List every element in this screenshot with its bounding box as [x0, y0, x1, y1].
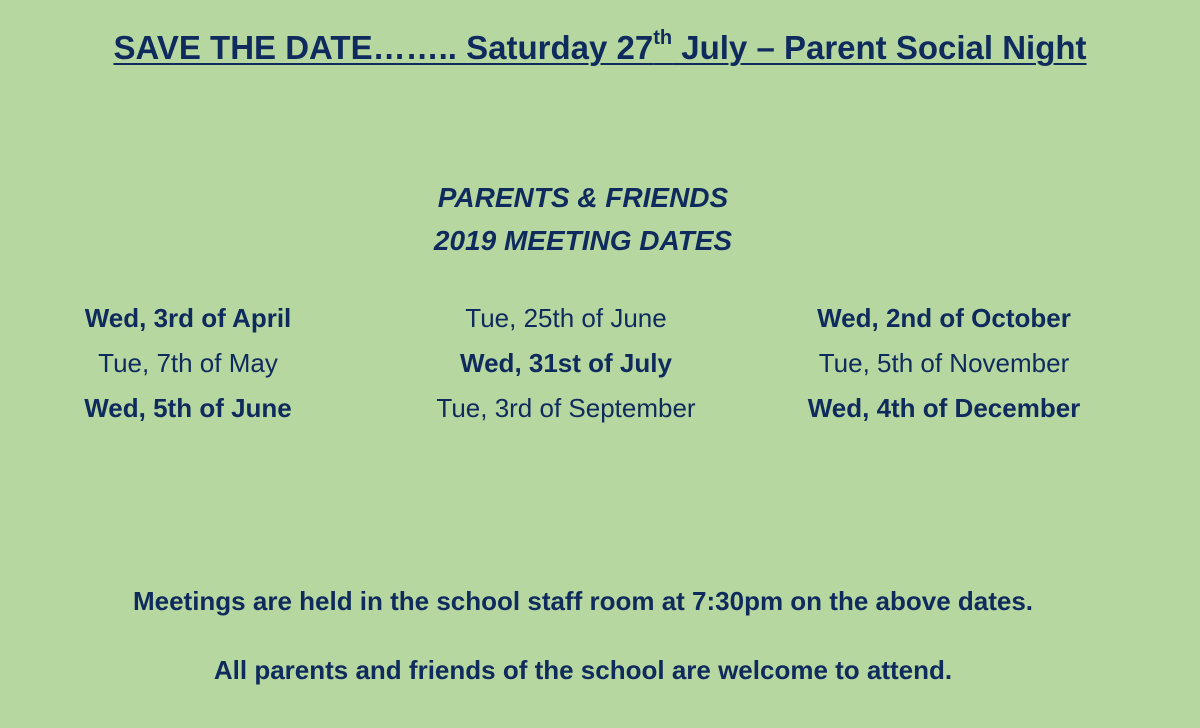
headline-suffix: July – Parent Social Night: [672, 29, 1087, 66]
meeting-date: Wed, 31st of July: [460, 348, 672, 378]
meeting-date: Tue, 5th of November: [818, 348, 1070, 378]
meeting-dates-grid: [0, 296, 1200, 436]
meeting-dates-title: [0, 176, 1166, 262]
meeting-title-line2: 2019 MEETING DATES: [433, 225, 733, 256]
headline-prefix: SAVE THE DATE…….. Saturday 27: [113, 29, 654, 66]
meeting-date: Tue, 7th of May: [98, 348, 278, 378]
meeting-date: Wed, 5th of June: [84, 393, 292, 423]
meeting-date: Tue, 25th of June: [465, 303, 667, 333]
save-the-date-headline: [0, 26, 1200, 70]
meeting-date: Wed, 3rd of April: [84, 303, 292, 333]
meeting-date: Wed, 4th of December: [807, 393, 1081, 423]
dates-column-3: [754, 296, 1134, 431]
welcome-note: All parents and friends of the school are welcome to attend.: [213, 655, 953, 685]
meeting-location-note: Meetings are held in the school staff room at 7:30pm on the above dates.: [132, 586, 1034, 616]
dates-column-2: [376, 296, 756, 431]
meeting-date: Tue, 3rd of September: [436, 393, 696, 423]
dates-column-1: [0, 296, 378, 431]
meeting-date: Wed, 2nd of October: [817, 303, 1071, 333]
meeting-title-line1: PARENTS & FRIENDS: [437, 182, 729, 213]
headline-superscript: th: [653, 27, 673, 49]
